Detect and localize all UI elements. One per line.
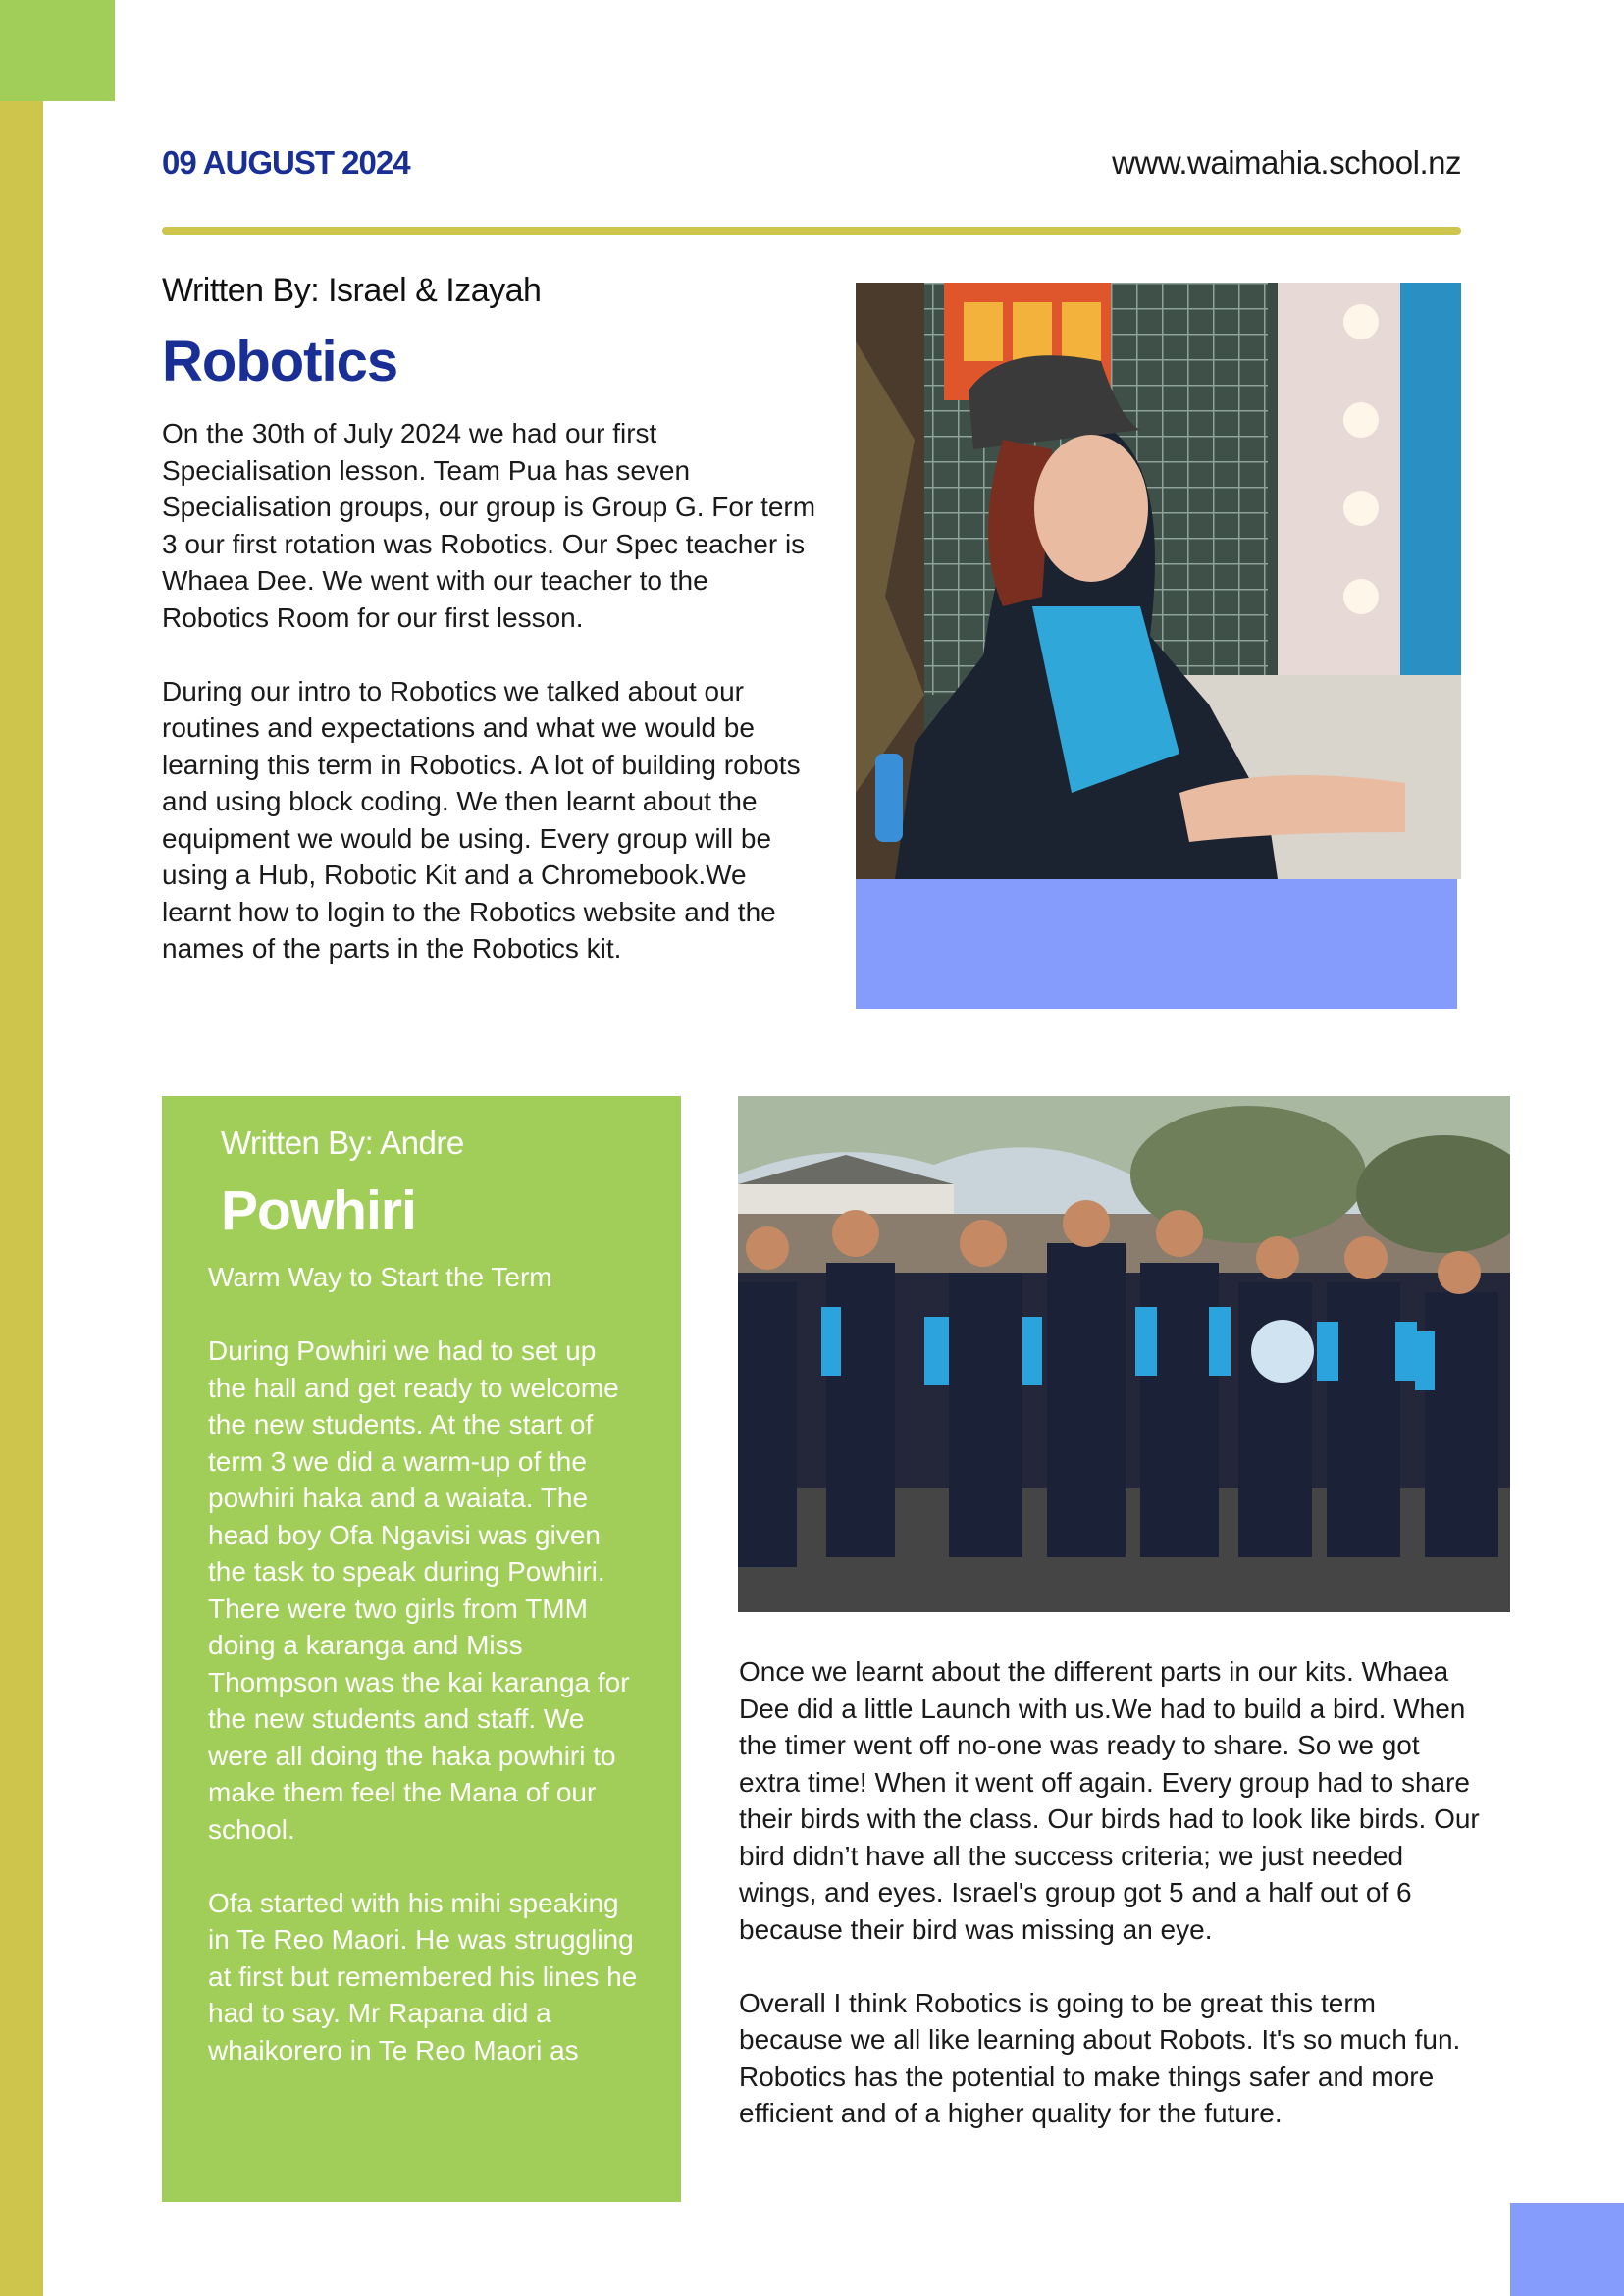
header-divider (162, 227, 1461, 235)
robotics-body: On the 30th of July 2024 we had our first Specialisation lesson. Team Pua has seven Specialisation groups, our group is Group G. For term 3 our first rotation was Robotics. Our Spec teacher is Whaea Dee. We went with our teacher to the Robotics Room for our first lesson. During our intro to Robotics we talked about our routines and expectations and what we would be learning this term in Robotics. A lot of building robots and using block coding. We then learnt about the equipment we would be using. Every group will be using a Hub, Robotic Kit and a Chromebook.We learnt how to login to the Robotics website and the names of the parts in the Robotics kit. (162, 418, 816, 964)
powhiri-byline: Written By: Andre (221, 1124, 464, 1161)
photo-caption-bar (856, 879, 1457, 1009)
corner-accent-blue (1510, 2203, 1624, 2296)
left-accent-bar (0, 0, 43, 2296)
powhiri-body: Warm Way to Start the Term During Powhiri we had to set up the hall and get ready to welcome the new students. At the start of term 3 we did a warm-up of the powhiri haka and a waiata. The head boy Ofa Ngavisi was given the task to speak during Powhiri. There were two girls from TMM doing a karanga and Miss Thompson was the kai karanga for the new students and staff. We were all doing the haka powhiri to make them feel the Mana of our school. Ofa started with his mihi speaking in Te Reo Maori. He was struggling at first but remembered his lines he had to say. Mr Rapana did a whaikorero in Te Reo Maori as (208, 1262, 638, 2065)
powhiri-title: Powhiri (221, 1179, 416, 1242)
robotics-body-continued: Once we learnt about the different parts in our kits. Whaea Dee did a little Launch with us.We had to build a bird. When the timer went off no-one was ready to share. So we got extra time! When it went off again. Every group had to share their birds with the class. Our birds had to look like birds. Our bird didn’t have all the success criteria; we just needed wings, and eyes. Israel's group got 5 and a half out of 6 because their bird was missing an eye. Overall I think Robotics is going to be great this term because we all like learning about Robots. It's so much fun. Robotics has the potential to make things safer and more efficient and of a higher quality for the future. (739, 1656, 1480, 2128)
issue-date: 09 AUGUST 2024 (162, 144, 410, 181)
robotics-title: Robotics (162, 330, 398, 393)
robotics-byline: Written By: Israel & Izayah (162, 272, 542, 309)
school-website: www.waimahia.school.nz (1112, 144, 1461, 181)
powhiri-panel (162, 1096, 681, 2202)
corner-accent-green (0, 0, 115, 101)
group-photo (738, 1096, 1510, 1612)
robotics-photo (856, 283, 1461, 879)
